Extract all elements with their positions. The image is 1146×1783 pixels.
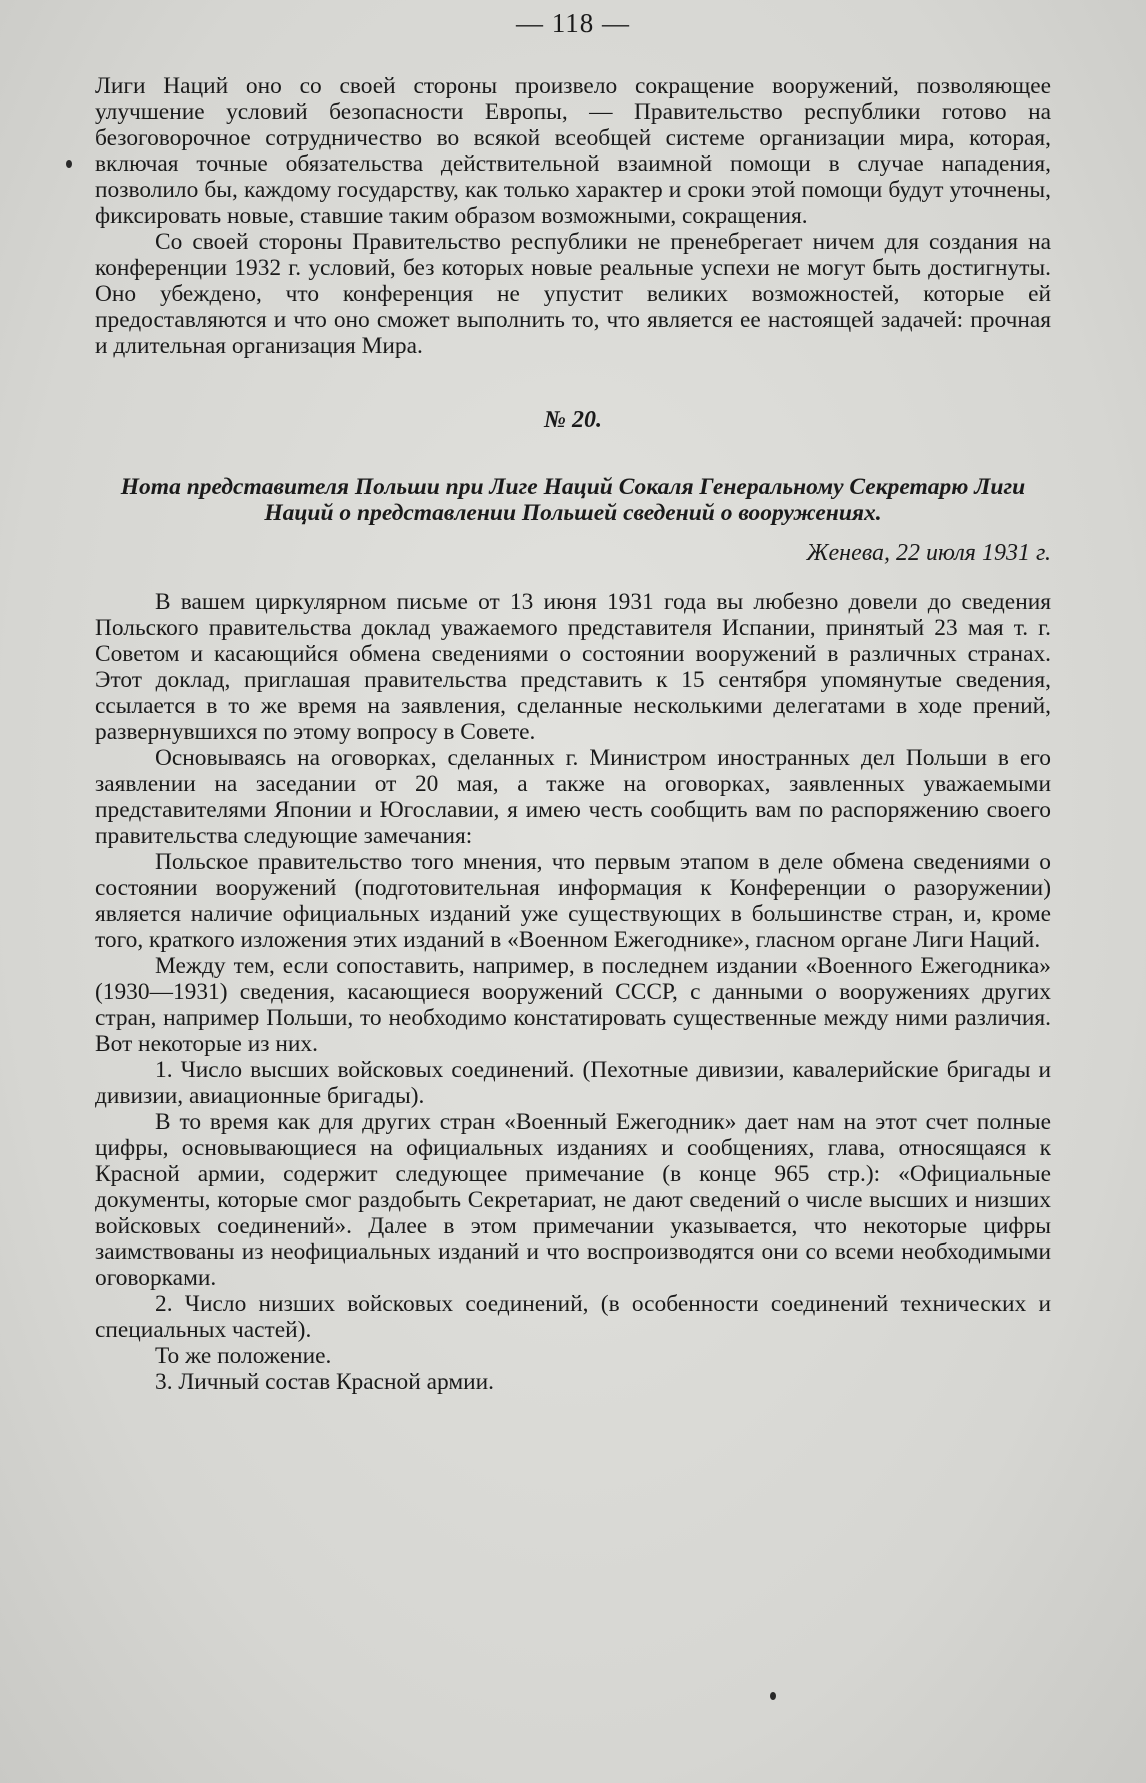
print-speck-mark bbox=[770, 1692, 776, 1700]
page-number: — 118 — bbox=[516, 8, 630, 38]
body-paragraph-8: То же положение. bbox=[155, 1343, 332, 1369]
body-paragraph-9: 3. Личный состав Красной армии. bbox=[155, 1369, 495, 1395]
intro-paragraph-1: Лиги Наций оно со своей стороны произвело сокращение вооружений, позволяющее улучшение условий безопасности Европы, — Правительство республики готово на безоговорочное сотрудничество во всякой всеобщей системе организации мира, которая, включая точные обязательства действительной взаимной помощи в случае нападения, позволило бы, каждому государству, как только характер и сроки этой помощи будут уточнены, фиксировать новые, ставшие таким образом возможными, сокращения. bbox=[95, 73, 1051, 229]
document-place-date: Женева, 22 июля 1931 г. bbox=[806, 540, 1051, 566]
intro-paragraph-2: Со своей стороны Правительство республики не пренебрегает ничем для создания на конференции 1932 г. условий, без которых новые реальные успехи не могут быть достигнуты. Оно убеждено, что конференция не упустит великих возможностей, которые ей предоставляются и что оно сможет выполнить то, что является ее настоящей задачей: прочная и длительная организация Мира. bbox=[95, 229, 1051, 359]
print-speck-mark bbox=[66, 160, 72, 168]
body-paragraph-6: В то время как для других стран «Военный Ежегодник» дает нам на этот счет полные цифры, основывающиеся на официальных изданиях и сообщениях, глава, относящаяся к Красной армии, содержит следующее примечание (в конце 965 стр.): «Официальные документы, которые смог раздобыть Секретариат, не дают сведений о числе высших и низших войсковых соединений». Далее в этом примечании указывается, что некоторые цифры заимствованы из неофициальных изданий и что воспроизводятся они со всеми необходимыми оговорками. bbox=[95, 1109, 1051, 1291]
document-title: Нота представителя Польши при Лиге Наций Сокаля Генеральному Секретарю Лиги Наций о представлении Польшей сведений о вооружениях. bbox=[120, 474, 1026, 526]
body-paragraph-4: Между тем, если сопоставить, например, в последнем издании «Военного Ежегодника» (1930—1931) сведения, касающиеся вооружений СССР, с данными о вооружениях других стран, например Польши, то необходимо констатировать существенные между ними различия. Вот некоторые из них. bbox=[95, 953, 1051, 1057]
body-paragraph-1: В вашем циркулярном письме от 13 июня 1931 года вы любезно довели до сведения Польского правительства доклад уважаемого представителя Испании, принятый 23 мая т. г. Советом и касающийся обмена сведениями о состоянии вооружений в различных странах. Этот доклад, приглашая правительства представить к 15 сентября упомянутые сведения, ссылается в то же время на заявления, сделанные несколькими делегатами в ходе прений, развернувшихся по этому вопросу в Совете. bbox=[95, 589, 1051, 745]
body-paragraph-7: 2. Число низших войсковых соединений, (в особенности соединений технических и специальных частей). bbox=[95, 1291, 1051, 1343]
body-paragraph-2: Основываясь на оговорках, сделанных г. Министром иностранных дел Польши в его заявлении на заседании от 20 мая, а также на оговорках, заявленных уважаемыми представителями Японии и Югославии, я имею честь сообщить вам по распоряжению своего правительства следующие замечания: bbox=[95, 745, 1051, 849]
document-number: № 20. bbox=[544, 407, 602, 433]
body-paragraph-3: Польское правительство того мнения, что первым этапом в деле обмена сведениями о состоянии вооружений (подготовительная информация к Конференции о разоружении) является наличие официальных изданий уже существующих в большинстве стран, и, кроме того, краткого изложения этих изданий в «Военном Ежегоднике», гласном органе Лиги Наций. bbox=[95, 849, 1051, 953]
body-paragraph-5: 1. Число высших войсковых соединений. (Пехотные дивизии, кавалерийские бригады и дивизии, авиационные бригады). bbox=[95, 1057, 1051, 1109]
